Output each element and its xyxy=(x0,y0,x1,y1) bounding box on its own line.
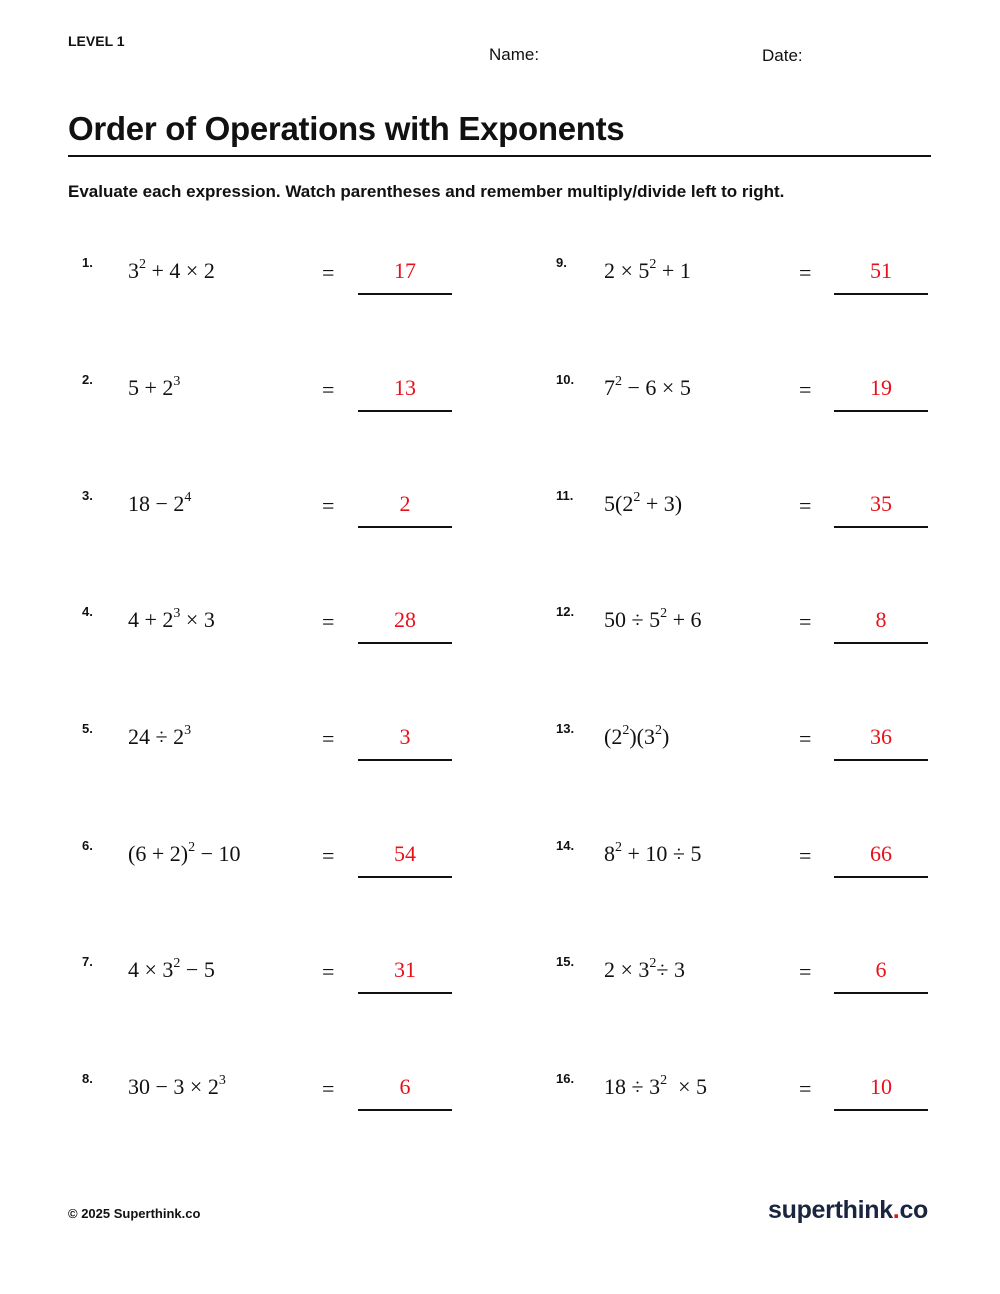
equals-sign: = xyxy=(322,493,335,518)
expression-text: 5(2 xyxy=(604,491,634,516)
problem-expression xyxy=(128,258,215,284)
problem-number: 5. xyxy=(82,721,93,736)
problem-expression xyxy=(128,607,215,633)
equals-sign: = xyxy=(322,260,335,285)
problem-expression xyxy=(604,1074,707,1100)
brand-tld: co xyxy=(899,1196,929,1224)
answer-value: 8 xyxy=(875,607,887,632)
exponent: 2 xyxy=(615,373,622,389)
problem-expression xyxy=(604,258,691,284)
equals-sign: = xyxy=(322,726,335,751)
exponent: 2 xyxy=(660,605,668,621)
problem-expression xyxy=(128,724,191,750)
answer-value: 54 xyxy=(394,841,416,866)
problem-number: 10. xyxy=(556,372,575,387)
answer-line xyxy=(358,410,452,412)
problem-number: 7. xyxy=(82,954,93,969)
expression-text: − 6 × 5 xyxy=(622,375,691,400)
problem-number: 16. xyxy=(556,1071,575,1086)
expression-text: 5 + 2 xyxy=(128,375,174,400)
expression-text: 24 ÷ 2 xyxy=(128,724,185,749)
title-divider xyxy=(68,155,931,157)
problem-expression xyxy=(604,724,669,750)
instructions: Evaluate each expression. Watch parentheses and remember multiply/divide left to right. xyxy=(68,182,785,201)
date-label: Date: xyxy=(762,46,803,65)
expression-text: )(3 xyxy=(629,724,655,749)
equals-sign: = xyxy=(799,493,812,518)
exponent: 2 xyxy=(622,722,630,738)
expression-text: 4 + 2 xyxy=(128,607,174,632)
answer-value: 2 xyxy=(399,491,411,516)
answer-value: 3 xyxy=(399,724,411,749)
answer-line xyxy=(358,759,452,761)
expression-text: 7 xyxy=(604,375,615,400)
answer-line xyxy=(834,293,928,295)
answer-value: 36 xyxy=(870,724,892,749)
expression-text: + 4 × 2 xyxy=(146,258,215,283)
problem-expression xyxy=(604,607,702,633)
problem-expression xyxy=(128,375,180,401)
expression-text: 2 × 3 xyxy=(604,957,650,982)
equals-sign: = xyxy=(322,1076,335,1101)
exponent: 3 xyxy=(173,605,181,621)
problem-expression xyxy=(128,491,191,517)
exponent: 2 xyxy=(173,955,181,971)
expression-text: ) xyxy=(661,724,670,749)
answer-line xyxy=(358,1109,452,1111)
name-label: Name: xyxy=(489,45,540,64)
exponent: 2 xyxy=(188,839,196,855)
exponent: 3 xyxy=(173,373,181,389)
expression-text: 18 ÷ 3 xyxy=(604,1074,661,1099)
answer-value: 17 xyxy=(394,258,416,283)
expression-text: ÷ 3 xyxy=(656,957,685,982)
equals-sign: = xyxy=(322,377,335,402)
expression-text: × 5 xyxy=(667,1074,707,1099)
answer-line xyxy=(358,293,452,295)
problem-number: 12. xyxy=(556,604,575,619)
expression-text: + 6 xyxy=(667,607,702,632)
equals-sign: = xyxy=(799,609,812,634)
expression-text: 3 xyxy=(128,258,139,283)
problem-number: 14. xyxy=(556,838,575,853)
expression-text: (2 xyxy=(604,724,623,749)
answer-line xyxy=(834,410,928,412)
problem-number: 15. xyxy=(556,954,575,969)
answer-line xyxy=(834,642,928,644)
answer-line xyxy=(834,526,928,528)
problem-number: 6. xyxy=(82,838,93,853)
answer-line xyxy=(358,992,452,994)
expression-text: 18 − 2 xyxy=(128,491,185,516)
expression-text: − 5 xyxy=(180,957,215,982)
answer-line xyxy=(834,759,928,761)
expression-text: 4 × 3 xyxy=(128,957,174,982)
exponent: 2 xyxy=(654,722,662,738)
brand-dot: . xyxy=(892,1196,900,1224)
problem-number: 4. xyxy=(82,604,93,619)
problem-expression xyxy=(604,957,685,983)
problem-number: 8. xyxy=(82,1071,93,1086)
answer-line xyxy=(834,992,928,994)
answer-line xyxy=(358,876,452,878)
brand-name: superthink xyxy=(768,1196,893,1224)
equals-sign: = xyxy=(799,726,812,751)
answer-value: 51 xyxy=(870,258,892,283)
answer-value: 6 xyxy=(875,957,887,982)
answer-value: 35 xyxy=(870,491,892,516)
expression-text: + 10 ÷ 5 xyxy=(622,841,702,866)
exponent: 3 xyxy=(218,1072,226,1088)
answer-value: 31 xyxy=(394,957,416,982)
exponent: 2 xyxy=(633,489,641,505)
answer-value: 66 xyxy=(870,841,892,866)
equals-sign: = xyxy=(322,959,335,984)
page-title: Order of Operations with Exponents xyxy=(68,110,625,147)
problem-number: 13. xyxy=(556,721,575,736)
equals-sign: = xyxy=(799,260,812,285)
answer-line xyxy=(834,1109,928,1111)
problem-number: 1. xyxy=(82,255,93,270)
equals-sign: = xyxy=(799,1076,812,1101)
answer-line xyxy=(358,526,452,528)
problem-expression xyxy=(128,1074,226,1100)
equals-sign: = xyxy=(322,843,335,868)
answer-line xyxy=(358,642,452,644)
expression-text: 8 xyxy=(604,841,615,866)
answer-value: 13 xyxy=(394,375,416,400)
brand-logo xyxy=(768,1196,928,1225)
problem-expression xyxy=(604,491,682,517)
equals-sign: = xyxy=(322,609,335,634)
expression-text: 2 × 5 xyxy=(604,258,650,283)
answer-value: 10 xyxy=(870,1074,892,1099)
problem-number: 2. xyxy=(82,372,93,387)
problem-number: 9. xyxy=(556,255,567,270)
exponent: 2 xyxy=(649,955,657,971)
answer-value: 6 xyxy=(399,1074,411,1099)
answer-value: 19 xyxy=(870,375,892,400)
copyright: © 2025 Superthink.co xyxy=(68,1206,201,1221)
equals-sign: = xyxy=(799,959,812,984)
exponent: 2 xyxy=(139,256,146,272)
problem-number: 3. xyxy=(82,488,93,503)
expression-text: + 1 xyxy=(656,258,691,283)
problem-number: 11. xyxy=(556,488,574,503)
exponent: 2 xyxy=(660,1072,668,1088)
problem-expression xyxy=(604,841,701,867)
problem-expression xyxy=(128,841,240,867)
expression-text: + 3) xyxy=(640,491,683,516)
expression-text: − 10 xyxy=(195,841,241,866)
problem-expression xyxy=(128,957,215,983)
expression-text: × 3 xyxy=(180,607,215,632)
problem-expression xyxy=(604,375,691,401)
exponent: 2 xyxy=(615,839,622,855)
expression-text: 50 ÷ 5 xyxy=(604,607,661,632)
exponent: 2 xyxy=(649,256,657,272)
exponent: 4 xyxy=(184,489,192,505)
equals-sign: = xyxy=(799,843,812,868)
answer-line xyxy=(834,876,928,878)
answer-value: 28 xyxy=(394,607,416,632)
expression-text: (6 + 2) xyxy=(128,841,189,866)
exponent: 3 xyxy=(184,722,192,738)
expression-text: 30 − 3 × 2 xyxy=(128,1074,219,1099)
equals-sign: = xyxy=(799,377,812,402)
level-label: LEVEL 1 xyxy=(68,33,125,49)
